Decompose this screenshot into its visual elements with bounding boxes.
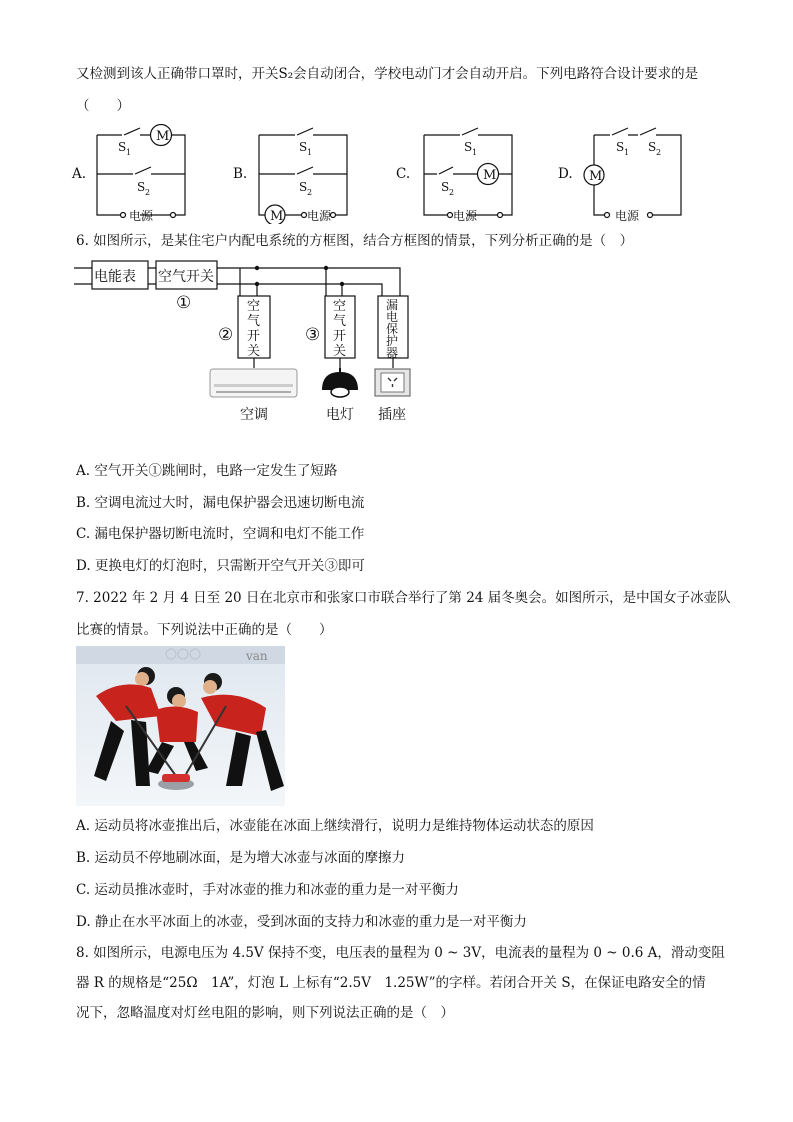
- q5-option-d-letter: D.: [558, 166, 573, 182]
- q7-option-d: D. 静止在水平冰面上的冰壶，受到冰面的支持力和冰壶的重力是一对平衡力: [76, 914, 527, 930]
- svg-text:电源: 电源: [615, 209, 640, 223]
- q5-circuit-c: [419, 124, 519, 224]
- q7-stem-line1: 7. 2022 年 2 月 4 日至 20 日在北京市和张家口市联合举行了第 24 届冬奥会。如图所示，是中国女子冰壶队: [76, 590, 731, 606]
- motor-symbol: M: [156, 129, 170, 144]
- socket-icon: [375, 369, 410, 396]
- svg-text:1: 1: [307, 148, 313, 157]
- svg-text:M: M: [483, 168, 497, 183]
- svg-text:2: 2: [307, 188, 313, 197]
- svg-text:S: S: [441, 180, 450, 194]
- q6-option-b: B. 空调电流过大时，漏电保护器会迅速切断电流: [76, 495, 365, 511]
- q7-option-b: B. 运动员不停地刷冰面，是为增大冰壶与冰面的摩擦力: [76, 850, 406, 866]
- q5-circuit-a: [92, 124, 192, 224]
- svg-text:S: S: [118, 140, 127, 154]
- q8-line2: 器 R 的规格是“25Ω 1A”，灯泡 L 上标有“2.5V 1.25W”的字样。若闭合开关 S，在保证电路安全的情: [76, 975, 706, 991]
- svg-text:2: 2: [145, 188, 151, 197]
- load-lamp-label: 电灯: [326, 407, 354, 423]
- svg-text:S: S: [299, 180, 308, 194]
- q5-option-a-letter: A.: [72, 166, 87, 182]
- air-conditioner-icon: [210, 369, 297, 397]
- svg-text:电源: 电源: [453, 209, 478, 223]
- svg-text:漏: 漏: [386, 298, 399, 312]
- power-label: 电源: [129, 209, 154, 223]
- svg-text:电源: 电源: [307, 209, 332, 223]
- svg-text:保: 保: [386, 322, 399, 336]
- q6-option-a: A. 空气开关①跳闸时，电路一定发生了短路: [76, 463, 338, 479]
- svg-text:S: S: [464, 140, 473, 154]
- switch-2-label: ②: [218, 325, 234, 345]
- svg-text:M: M: [589, 169, 603, 184]
- svg-text:关: 关: [333, 344, 347, 359]
- q6-distribution-diagram: [70, 256, 415, 431]
- q5-stem-line1: 又检测到该人正确带口罩时，开关S₂会自动闭合，学校电动门才会自动开启。下列电路符合设计要求的是: [76, 66, 699, 82]
- svg-text:气: 气: [333, 314, 347, 329]
- q7-option-c: C. 运动员推冰壶时，手对冰壶的推力和冰壶的重力是一对平衡力: [76, 882, 459, 898]
- svg-text:2: 2: [656, 148, 662, 157]
- load-socket-label: 插座: [378, 407, 406, 423]
- q5-option-b-letter: B.: [233, 166, 248, 182]
- q8-line3: 况下，忽略温度对灯丝电阻的影响，则下列说法正确的是（ ）: [76, 1005, 454, 1021]
- svg-text:S: S: [616, 140, 625, 154]
- svg-text:M: M: [270, 209, 284, 224]
- svg-text:关: 关: [247, 344, 261, 359]
- curling-photo: [76, 646, 285, 806]
- meter-label: 电能表: [94, 269, 136, 285]
- svg-text:气: 气: [247, 314, 261, 329]
- q6-stem: 6. 如图所示，是某住宅户内配电系统的方框图，结合方框图的情景，下列分析正确的是（ ）: [76, 233, 634, 249]
- q5-option-c-letter: C.: [396, 166, 411, 182]
- svg-text:S: S: [299, 140, 308, 154]
- svg-text:1: 1: [126, 148, 132, 157]
- svg-text:电: 电: [386, 310, 399, 324]
- q6-option-d: D. 更换电灯的灯泡时，只需断开空气开关③即可: [76, 558, 365, 574]
- main-switch-label: 空气开关: [158, 269, 214, 285]
- q7-stem-line2: 比赛的情景。下列说法中正确的是（ ）: [76, 622, 333, 638]
- svg-text:空: 空: [333, 299, 347, 314]
- q5-circuit-d: [580, 124, 690, 224]
- svg-text:S: S: [648, 140, 657, 154]
- svg-text:空: 空: [247, 299, 261, 314]
- q6-option-c: C. 漏电保护器切断电流时，空调和电灯不能工作: [76, 526, 365, 542]
- svg-text:器: 器: [386, 346, 399, 360]
- svg-text:S: S: [137, 180, 146, 194]
- svg-text:2: 2: [449, 188, 455, 197]
- q8-line1: 8. 如图所示，电源电压为 4.5V 保持不变，电压表的量程为 0 ~ 3V，电流表的量程为 0 ~ 0.6 A，滑动变阻: [76, 945, 725, 961]
- q5-stem-line2: （ ）: [76, 98, 130, 114]
- svg-text:1: 1: [472, 148, 478, 157]
- arena-banner-text: van: [246, 649, 268, 663]
- switch-1-label: ①: [176, 293, 192, 313]
- svg-text:1: 1: [624, 148, 630, 157]
- svg-text:开: 开: [333, 329, 347, 344]
- load-ac-label: 空调: [240, 407, 268, 423]
- switch-3-label: ③: [305, 325, 321, 345]
- svg-text:护: 护: [386, 334, 399, 348]
- lamp-icon: [322, 368, 358, 397]
- svg-text:开: 开: [247, 329, 261, 344]
- q7-option-a: A. 运动员将冰壶推出后，冰壶能在冰面上继续滑行，说明力是维持物体运动状态的原因: [76, 818, 594, 834]
- q5-circuit-b: [254, 124, 354, 224]
